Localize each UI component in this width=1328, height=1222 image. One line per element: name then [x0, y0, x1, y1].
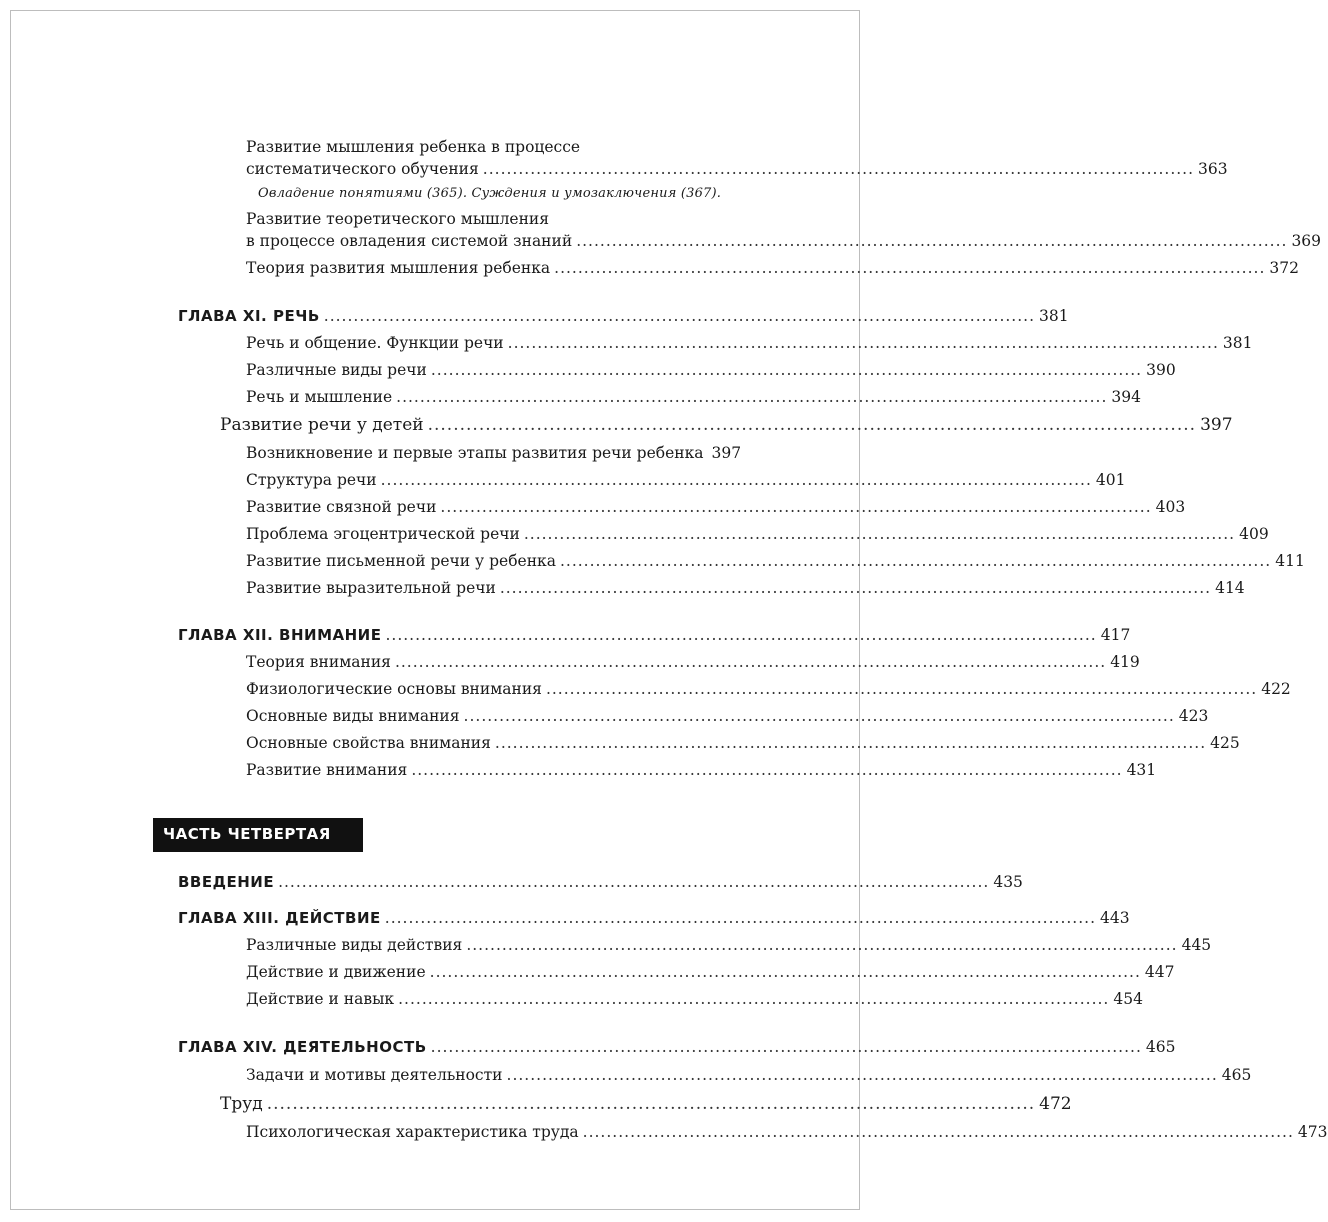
toc-entry[interactable]: [246, 579, 1245, 597]
chapter-title: ГЛАВА XIV. ДЕЯТЕЛЬНОСТЬ: [178, 1038, 427, 1056]
entry-title: Речь и мышление: [246, 388, 393, 406]
leader-dots: ........................................................................................................................: [411, 761, 1123, 779]
leader-dots: ........................................................................................................................: [396, 388, 1108, 406]
toc-chapter-13[interactable]: [178, 909, 1130, 927]
toc-entry[interactable]: [246, 653, 1140, 671]
entry-title: Развитие внимания: [246, 761, 408, 779]
entry-page: 465: [1221, 1066, 1252, 1084]
entry-title: Физиологические основы внимания: [246, 680, 542, 698]
toc-entry[interactable]: [246, 498, 1186, 516]
toc-entry[interactable]: [246, 210, 549, 228]
leader-dots: ........................................................................................................................: [430, 1038, 1142, 1056]
entry-title: Теория внимания: [246, 653, 391, 671]
toc-entry[interactable]: [246, 680, 1291, 698]
entry-title: Основные свойства внимания: [246, 734, 491, 752]
part-four-banner: [153, 818, 363, 852]
chapter-page: 417: [1100, 626, 1131, 644]
toc-entry[interactable]: [246, 990, 1143, 1008]
entry-title: Действие и навык: [246, 990, 395, 1008]
entry-page: 419: [1110, 653, 1140, 671]
entry-page: 397: [711, 444, 742, 462]
leader-dots: ........................................................................................................................: [494, 734, 1207, 752]
leader-dots: ........................................................................................................................: [559, 552, 1272, 570]
leader-dots: ........................................................................................................................: [545, 680, 1258, 698]
entry-title: Психологическая характеристика труда: [246, 1123, 579, 1141]
toc-entry[interactable]: [246, 138, 580, 156]
leader-dots: ........................................................................................................................: [440, 498, 1152, 516]
chapter-page: 381: [1039, 307, 1069, 325]
leader-dots: ........................................................................................................................: [554, 259, 1266, 277]
entry-page: 369: [1291, 232, 1322, 250]
toc-entry[interactable]: [246, 1123, 1328, 1141]
entry-page: 473: [1297, 1123, 1328, 1141]
chapter-page: 443: [1100, 909, 1130, 927]
leader-dots: ........................................................................................................................: [384, 909, 1097, 927]
section-page: 472: [1039, 1094, 1072, 1114]
entry-title: Действие и движение: [246, 963, 426, 981]
toc-entry[interactable]: [246, 707, 1209, 725]
leader-dots: ........................................................................................................................: [278, 873, 990, 891]
entry-title: систематического обучения: [246, 160, 479, 178]
leader-dots: ........................................................................................................................: [430, 361, 1143, 379]
entry-title: Теория развития мышления ребенка: [246, 259, 551, 277]
leader-dots: ........................................................................................................................: [482, 160, 1195, 178]
note-text: Овладение понятиями (365). Суждения и умозаключения (367).: [258, 186, 722, 201]
leader-dots: ........................................................................................................................: [582, 1123, 1294, 1141]
entry-title: Развитие теоретического мышления: [246, 210, 550, 228]
entry-page: 431: [1126, 761, 1157, 779]
entry-page: 425: [1210, 734, 1240, 752]
toc-entry[interactable]: [246, 963, 1175, 981]
entry-title: Различные виды действия: [246, 936, 463, 954]
entry-page: 423: [1178, 707, 1209, 725]
leader-dots: ........................................................................................................................: [394, 653, 1107, 671]
leader-dots: ........................................................................................................................: [266, 1094, 1036, 1114]
toc-entry[interactable]: [246, 552, 1305, 570]
toc-entry[interactable]: [246, 334, 1253, 352]
toc-entry[interactable]: [246, 734, 1240, 752]
entry-page: 363: [1198, 160, 1228, 178]
leader-dots: ........................................................................................................................: [398, 990, 1110, 1008]
entry-title: Структура речи: [246, 471, 377, 489]
entry-page: 409: [1239, 525, 1269, 543]
section-title: Труд: [220, 1094, 263, 1114]
toc-entry[interactable]: [246, 761, 1157, 779]
chapter-page: 465: [1145, 1038, 1176, 1056]
toc-entry[interactable]: [246, 525, 1269, 543]
toc-chapter-12[interactable]: [178, 626, 1131, 644]
toc-entry[interactable]: [246, 936, 1212, 954]
entry-title: Проблема эгоцентрической речи: [246, 525, 520, 543]
chapter-title: ГЛАВА XIII. ДЕЙСТВИЕ: [178, 909, 381, 927]
entry-page: 414: [1215, 579, 1245, 597]
entry-title: Возникновение и первые этапы развития речи ребенка: [246, 444, 704, 462]
toc-section-speech-children[interactable]: [220, 415, 1233, 435]
toc-entry[interactable]: [246, 160, 1228, 178]
leader-dots: ........................................................................................................................: [507, 334, 1219, 352]
entry-title: Развитие связной речи: [246, 498, 437, 516]
leader-dots: ........................................................................................................................: [576, 232, 1288, 250]
entry-title: Развитие мышления ребенка в процессе: [246, 138, 581, 156]
entry-page: 381: [1222, 334, 1253, 352]
chapter-title: ГЛАВА XII. ВНИМАНИЕ: [178, 626, 382, 644]
leader-dots: ........................................................................................................................: [499, 579, 1212, 597]
leader-dots: ........................................................................................................................: [429, 963, 1141, 981]
section-title: Развитие речи у детей: [220, 415, 424, 435]
entry-page: 403: [1155, 498, 1186, 516]
entry-title: Различные виды речи: [246, 361, 427, 379]
toc-entry[interactable]: [246, 444, 742, 462]
entry-title: Основные виды внимания: [246, 707, 460, 725]
toc-entry[interactable]: [246, 471, 1126, 489]
leader-dots: ........................................................................................................................: [506, 1066, 1218, 1084]
toc-subnote: [258, 186, 721, 201]
leader-dots: ........................................................................................................................: [523, 525, 1236, 543]
entry-page: 447: [1144, 963, 1175, 981]
entry-title: Развитие выразительной речи: [246, 579, 496, 597]
leader-dots: ........................................................................................................................: [427, 415, 1197, 435]
entry-title: Речь и общение. Функции речи: [246, 334, 504, 352]
entry-title: Развитие письменной речи у ребенка: [246, 552, 556, 570]
leader-dots: ........................................................................................................................: [385, 626, 1097, 644]
entry-page: 411: [1275, 552, 1305, 570]
entry-page: 390: [1146, 361, 1176, 379]
chapter-page: 435: [993, 873, 1023, 891]
entry-title: Задачи и мотивы деятельности: [246, 1066, 503, 1084]
leader-dots: ........................................................................................................................: [380, 471, 1092, 489]
entry-page: 401: [1095, 471, 1126, 489]
entry-page: 445: [1181, 936, 1212, 954]
toc-introduction[interactable]: [178, 873, 1023, 891]
leader-dots: ........................................................................................................................: [323, 307, 1036, 325]
leader-dots: ........................................................................................................................: [466, 936, 1178, 954]
toc-entry[interactable]: [246, 232, 1322, 250]
entry-page: 394: [1111, 388, 1141, 406]
leader-dots: ........................................................................................................................: [463, 707, 1175, 725]
toc-entry[interactable]: [246, 361, 1176, 379]
toc-chapter-11[interactable]: [178, 307, 1069, 325]
toc-entry[interactable]: [246, 259, 1299, 277]
section-page: 397: [1200, 415, 1233, 435]
toc-entry[interactable]: [246, 1066, 1252, 1084]
chapter-title: ВВЕДЕНИЕ: [178, 873, 275, 891]
entry-page: 422: [1261, 680, 1291, 698]
entry-title: в процессе овладения системой знаний: [246, 232, 573, 250]
toc-entry[interactable]: [246, 388, 1141, 406]
toc-chapter-14[interactable]: [178, 1038, 1176, 1056]
part-title: ЧАСТЬ ЧЕТВЕРТАЯ: [163, 825, 331, 843]
toc-section-labor[interactable]: [220, 1094, 1072, 1114]
entry-page: 372: [1269, 259, 1299, 277]
entry-page: 454: [1113, 990, 1143, 1008]
chapter-title: ГЛАВА XI. РЕЧЬ: [178, 307, 320, 325]
